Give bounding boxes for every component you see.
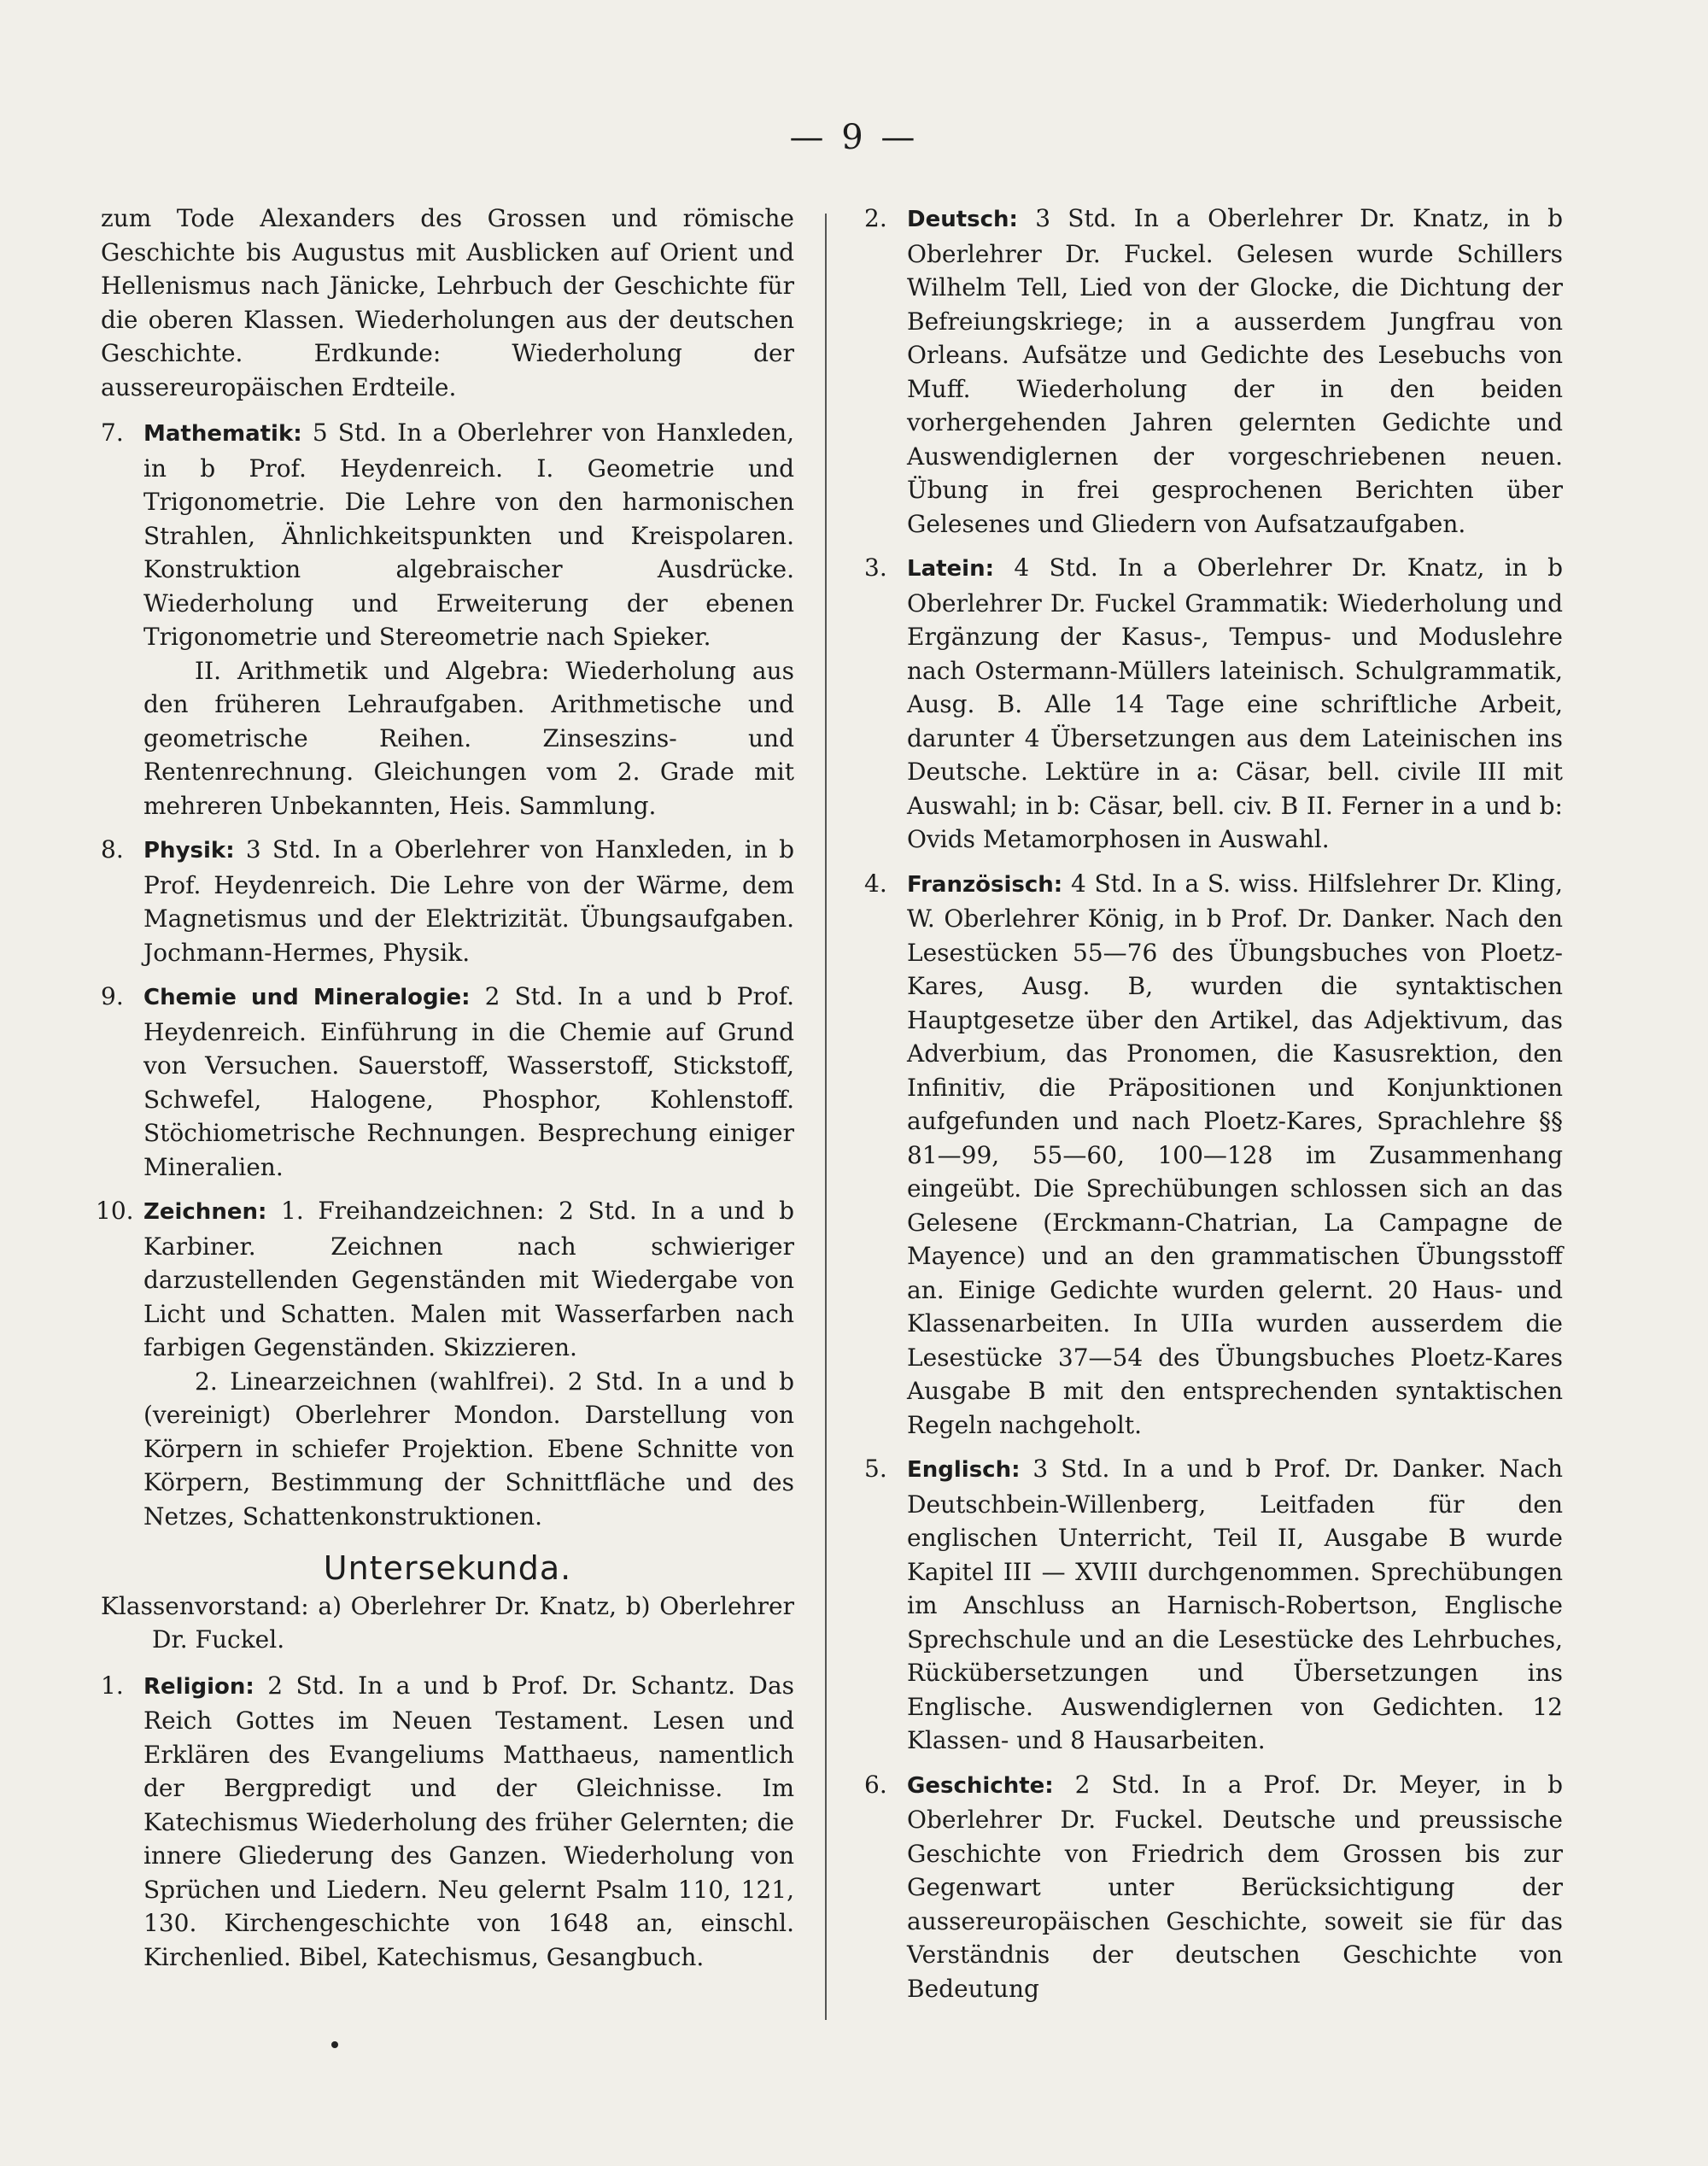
klassenvorstand: Klassenvorstand: a) Oberlehrer Dr. Knatz, b) Oberlehrer Dr. Fuckel. — [101, 1591, 794, 1654]
entry-englisch — [864, 1452, 1563, 1758]
entry-chemie — [101, 980, 794, 1184]
subject-label: Französisch: — [907, 871, 1063, 898]
ink-dot — [331, 2041, 338, 2048]
entry-text: 2 Std. In a und b Prof. Heydenreich. Einführung in die Chemie auf Grund von Versuchen. Sauerstoff, Wasserstoff, Stickstoff, Schwefel, Halogene, Phosphor, Kohlenstoff. Stöchiometrische Rechnungen. Besprechung einiger Mineralien. — [143, 982, 795, 1181]
entry-extra: 2. Linearzeichnen (wahlfrei). 2 Std. In a und b (vereinigt) Oberlehrer Mondon. Darstellung von Körpern in schiefer Projektion. Ebene Schnitte von Körpern, Bestimmung der Schnittfläche und des Netzes, Schattenkonstruktionen. — [143, 1367, 794, 1531]
entry-number: 9. — [101, 982, 124, 1010]
entry-extra: II. Arithmetik und Algebra: Wiederholung aus den früheren Lehraufgaben. Arithmetische und geometrische Reihen. Zinseszins- und Rentenrechnung. Gleichungen vom 2. Grade mit mehreren Unbekannten, Heis. Sammlung. — [143, 656, 794, 820]
entry-number: 4. — [864, 869, 887, 898]
entry-text: 2 Std. In a Prof. Dr. Meyer, in b Oberlehrer Dr. Fuckel. Deutsche und preussische Geschichte von Friedrich dem Grossen bis zur Gegenwart unter Berücksichtigung der aussereuropäischen Geschichte, soweit sie für das Verständnis der deutschen Geschichte von Bedeutung — [907, 1770, 1563, 2003]
entry-zeichnen — [96, 1194, 795, 1533]
entry-physik — [101, 833, 794, 969]
intro-paragraph: zum Tode Alexanders des Grossen und römische Geschichte bis Augustus mit Ausblicken auf Orient und Hellenismus nach Jänicke, Lehrbuch der Geschichte für die oberen Klassen. Wiederholungen aus der deutschen Geschichte. Erdkunde: Wiederholung der aussereuropäischen Erdteile. — [101, 204, 794, 401]
subject-label: Religion: — [143, 1673, 254, 1700]
column-divider — [825, 214, 827, 2020]
entry-text: 3 Std. In a Oberlehrer von Hanxleden, in b Prof. Heydenreich. Die Lehre von der Wärme, dem Magnetismus und der Elektrizität. Übungsaufgaben. Jochmann-Hermes, Physik. — [143, 835, 794, 967]
entry-latein — [864, 551, 1563, 857]
entry-number: 6. — [864, 1770, 887, 1799]
entry-text: 3 Std. In a und b Prof. Dr. Danker. Nach Deutschbein-Willenberg, Leitfaden für den englischen Unterricht, Teil II, Ausgabe B wurde Kapitel III — XVIII durchgenommen. Sprechübungen im Anschluss an Harnisch-Robertson, Englische Sprechschule und an die Lesestücke des Lehrbuches, Rückübersetzungen und Übersetzungen ins Englische. Auswendiglernen von Gedichten. 12 Klassen- und 8 Hausarbeiten. — [907, 1455, 1563, 1754]
subject-label: Chemie und Mineralogie: — [143, 985, 471, 1010]
subject-label: Geschichte: — [907, 1772, 1054, 1799]
entry-geschichte — [864, 1768, 1563, 2006]
subject-label: Mathematik: — [143, 421, 302, 447]
entry-text: 5 Std. In a Oberlehrer von Hanxleden, in b Prof. Heydenreich. I. Geometrie und Trigonometrie. Die Lehre von den harmonischen Strahlen, Ähnlichkeitspunkten und Kreispolaren. Konstruktion algebraischer Ausdrücke. Wiederholung und Erweiterung der ebenen Trigonometrie und Stereometrie nach Spieker. — [143, 419, 795, 651]
entry-number: 5. — [864, 1455, 887, 1483]
entry-religion — [101, 1669, 794, 1975]
subject-label: Latein: — [907, 556, 994, 582]
right-column — [864, 202, 1563, 2016]
entry-number: 2. — [864, 204, 887, 232]
subject-label: Zeichnen: — [143, 1199, 267, 1225]
entry-number: 3. — [864, 553, 887, 582]
page-number: — 9 — — [789, 118, 919, 157]
left-column — [96, 202, 795, 1984]
subject-label: Physik: — [143, 838, 235, 863]
entry-mathematik — [101, 416, 794, 822]
entry-text: 2 Std. In a und b Prof. Dr. Schantz. Das Reich Gottes im Neuen Testament. Lesen und Erklären des Evangeliums Matthaeus, namentlich der Bergpredigt und der Gleichnisse. Im Katechismus Wiederholung des früher Gelernten; die innere Gliederung des Ganzen. Wiederholung von Sprüchen und Liedern. Neu gelernt Psalm 110, 121, 130. Kirchengeschichte von 1648 an, einschl. Kirchenlied. Bibel, Katechismus, Gesangbuch. — [143, 1671, 795, 1971]
entry-number: 10. — [96, 1197, 134, 1225]
entry-text: 3 Std. In a Oberlehrer Dr. Knatz, in b Oberlehrer Dr. Fuckel. Gelesen wurde Schillers Wilhelm Tell, Lied von der Glocke, die Dichtung der Befreiungskriege; in a ausserdem Jungfrau von Orleans. Aufsätze und Gedichte des Lesebuchs von Muff. Wiederholung der in den beiden vorhergehenden Jahren gelernten Gedichte und Auswendiglernen der vorgeschriebenen neuen. Übung in frei gesprochenen Berichten über Gelesenes und Gliedern von Aufsatzaufgaben. — [907, 204, 1563, 538]
subject-label: Englisch: — [907, 1457, 1021, 1483]
entry-text: 4 Std. In a Oberlehrer Dr. Knatz, in b Oberlehrer Dr. Fuckel Grammatik: Wiederholung und Ergänzung der Kasus-, Tempus- und Moduslehre nach Ostermann-Müllers lateinisch. Schulgrammatik, Ausg. B. Alle 14 Tage eine schriftliche Arbeit, darunter 4 Übersetzungen aus dem Lateinischen ins Deutsche. Lektüre in a: Cäsar, bell. civile III mit Auswahl; in b: Cäsar, bell. civ. B II. Ferner in a und b: Ovids Metamorphosen in Auswahl. — [907, 553, 1563, 853]
subject-label: Deutsch: — [907, 207, 1018, 232]
entry-deutsch — [864, 202, 1563, 541]
entry-franzoesisch — [864, 867, 1563, 1443]
entry-text: 1. Freihandzeichnen: 2 Std. In a und b Karbiner. Zeichnen nach schwieriger darzustellenden Gegenständen mit Wiedergabe von Licht und Schatten. Malen mit Wasserfarben nach farbigen Gegenständen. Skizzieren. — [143, 1197, 795, 1361]
entry-number: 8. — [101, 835, 124, 863]
entry-text: 4 Std. In a S. wiss. Hilfslehrer Dr. Kling, W. Oberlehrer König, in b Prof. Dr. Danker. Nach den Lesestücken 55—76 des Übungsbuches von Ploetz-Kares, Ausg. B, wurden die syntaktischen Hauptgesetze über den Artikel, das Adjektivum, das Adverbium, das Pronomen, die Kasusrektion, den Infinitiv, die Präpositionen und Konjunktionen aufgefunden und nach Ploetz-Kares, Sprachlehre §§ 81—99, 55—60, 100—128 im Zusammenhang eingeübt. Die Sprechübungen schlossen sich an das Gelesene (Erckmann-Chatrian, La Campagne de Mayence) und an den grammatischen Übungsstoff an. Einige Gedichte wurden gelernt. 20 Haus- und Klassenarbeiten. In UIIa wurden ausserdem die Lesestücke 37—54 des Übungsbuches Ploetz-Kares Ausgabe B mit den entsprechenden syntaktischen Regeln nachgeholt. — [907, 869, 1563, 1439]
entry-number: 1. — [101, 1671, 124, 1700]
entry-number: 7. — [101, 419, 124, 447]
section-heading: Untersekunda. — [323, 1549, 572, 1587]
